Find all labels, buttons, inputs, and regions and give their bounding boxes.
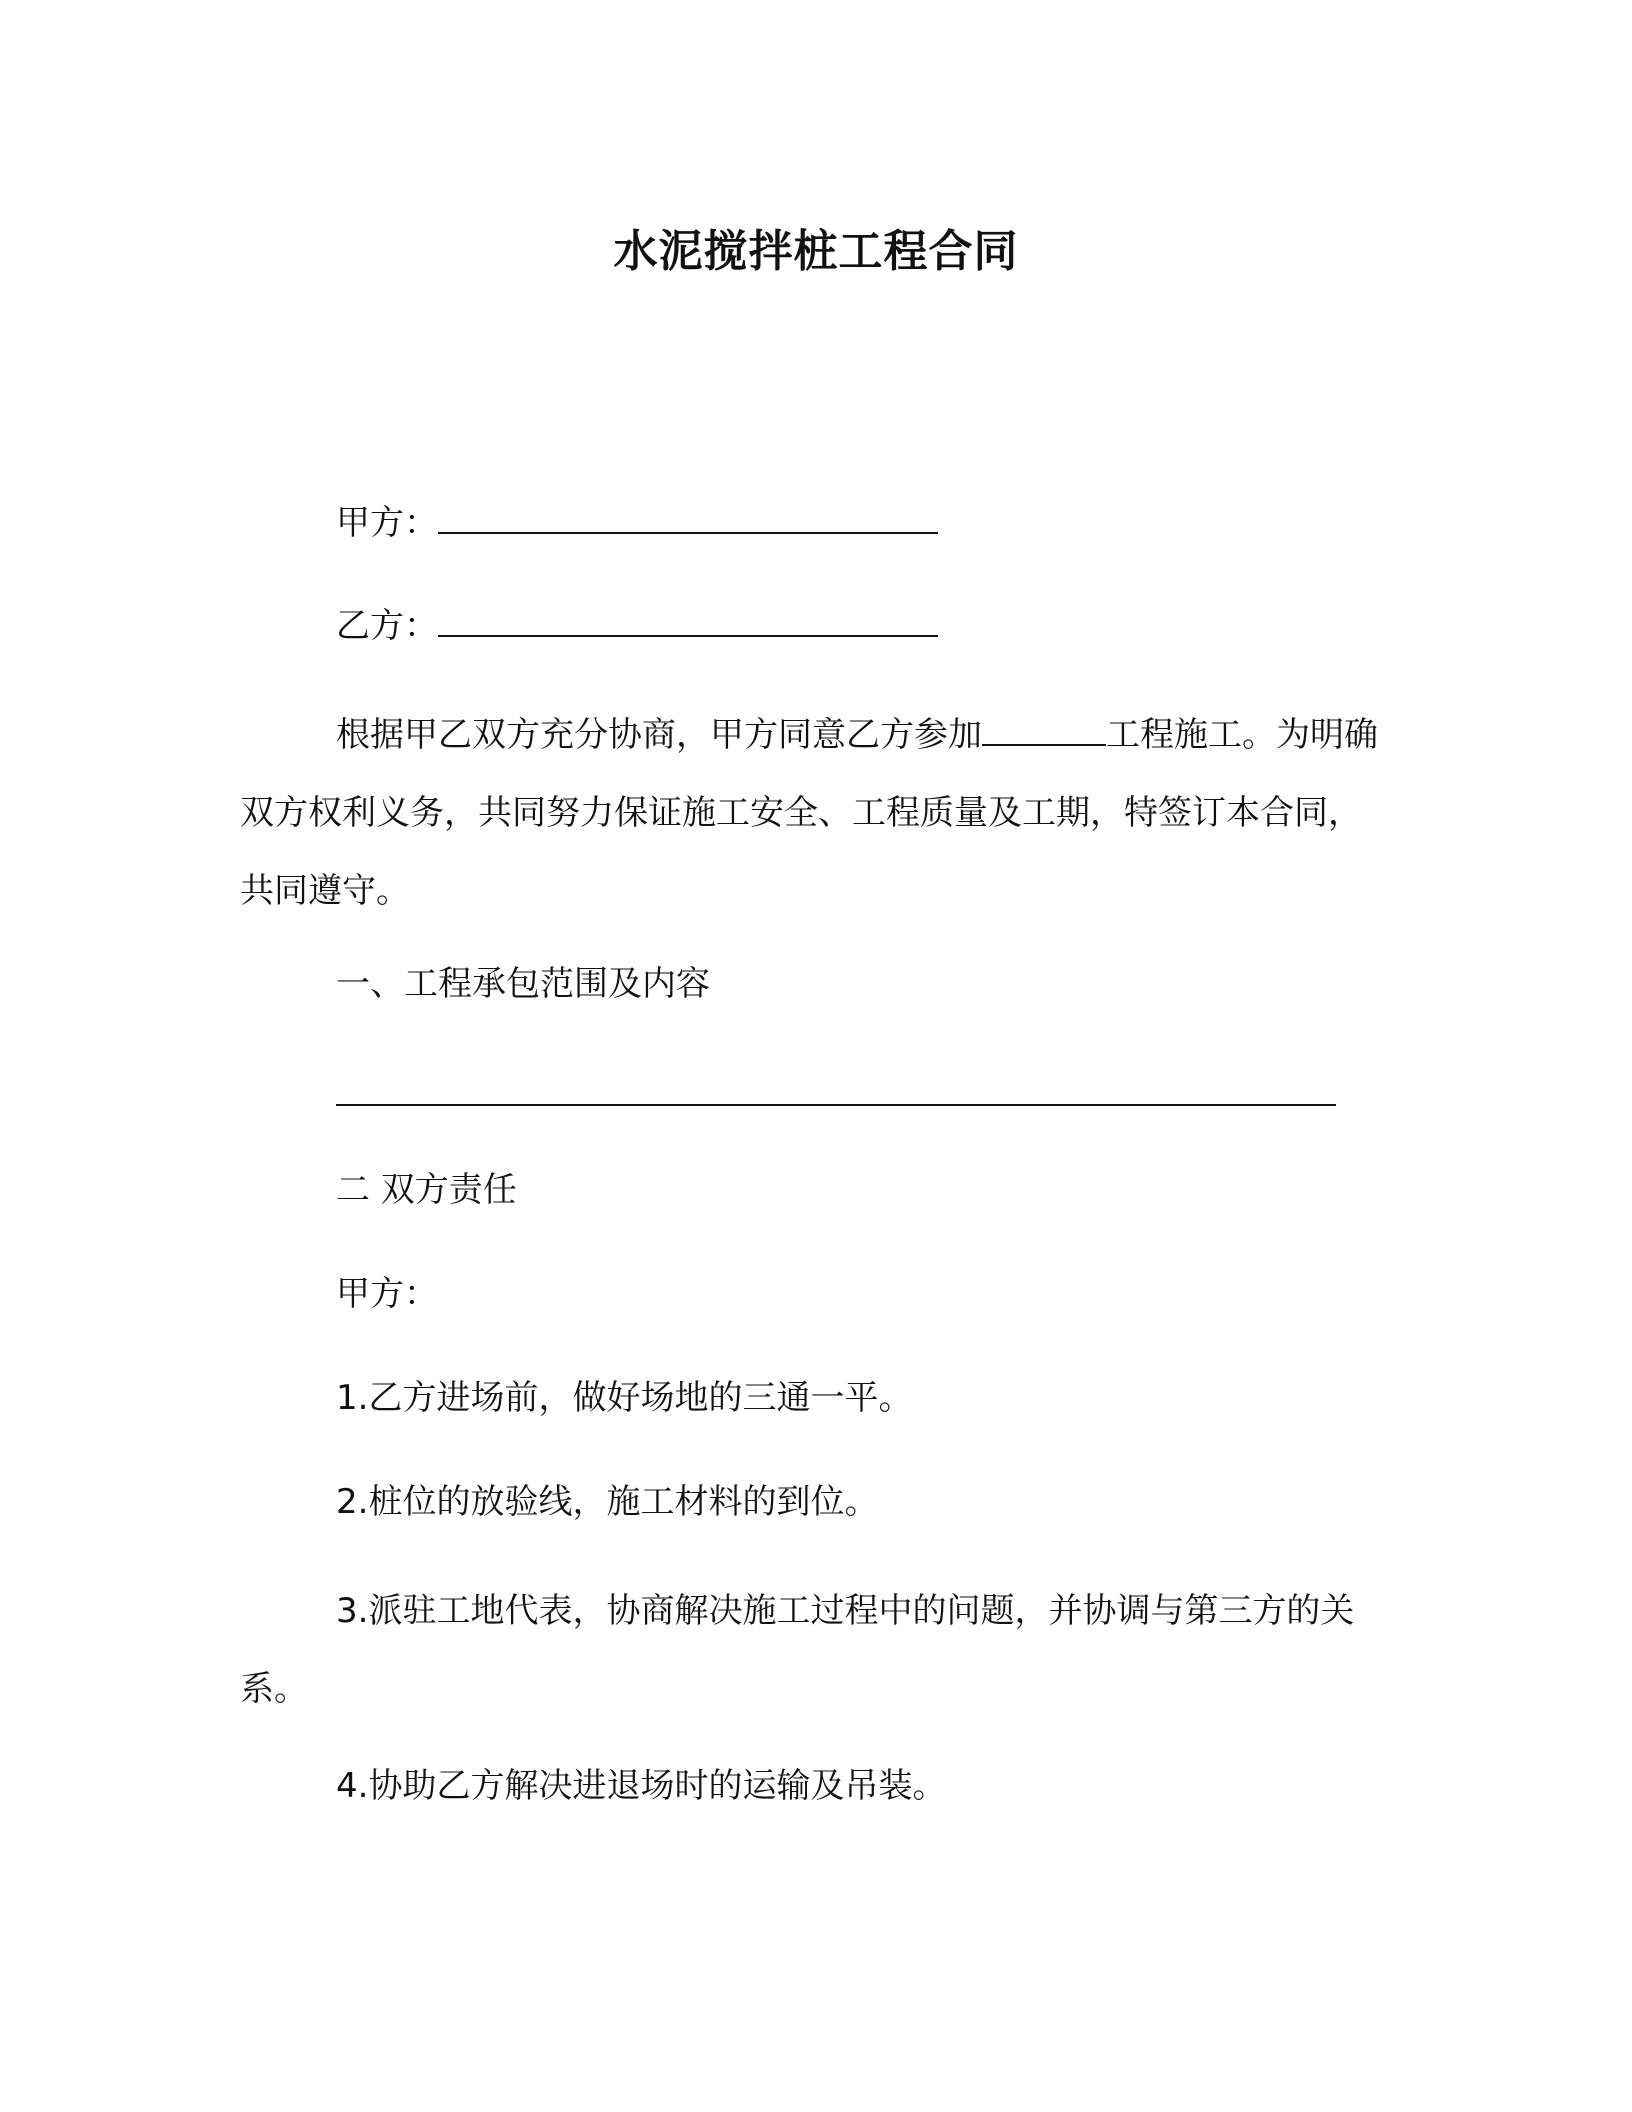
party-a-duties-label: 甲方： <box>336 1274 438 1314</box>
duty-item-3: 3.派驻工地代表，协商解决施工过程中的问题，并协调与第三方的关系。 <box>240 1591 1355 1709</box>
project-name-blank <box>982 710 1106 746</box>
duty-item-4: 4.协助乙方解决进退场时的运输及吊装。 <box>336 1766 947 1806</box>
party-a-blank <box>438 498 938 534</box>
party-a-label: 甲方： <box>336 503 438 543</box>
intro-text-part1: 根据甲乙双方充分协商，甲方同意乙方参加 <box>336 715 982 755</box>
section1-heading: 一、工程承包范围及内容 <box>336 964 710 1004</box>
intro-text-part2: 工程施工。为明确双方权利义务，共同努力保证施工安全、工程质量及工期，特签订本合同，共同遵守。 <box>240 715 1378 911</box>
duty-item-2: 2.桩位的放验线，施工材料的到位。 <box>336 1482 879 1522</box>
section2-heading: 二 双方责任 <box>336 1170 517 1210</box>
party-b-label: 乙方： <box>336 606 438 646</box>
scope-blank-line <box>336 1104 1336 1106</box>
intro-paragraph <box>240 696 1380 930</box>
party-a-line <box>336 498 938 547</box>
document-title: 水泥搅拌桩工程合同 <box>613 226 1019 277</box>
duty-item-1: 1.乙方进场前，做好场地的三通一平。 <box>336 1378 913 1418</box>
party-b-line <box>336 601 938 650</box>
party-b-blank <box>438 601 938 637</box>
